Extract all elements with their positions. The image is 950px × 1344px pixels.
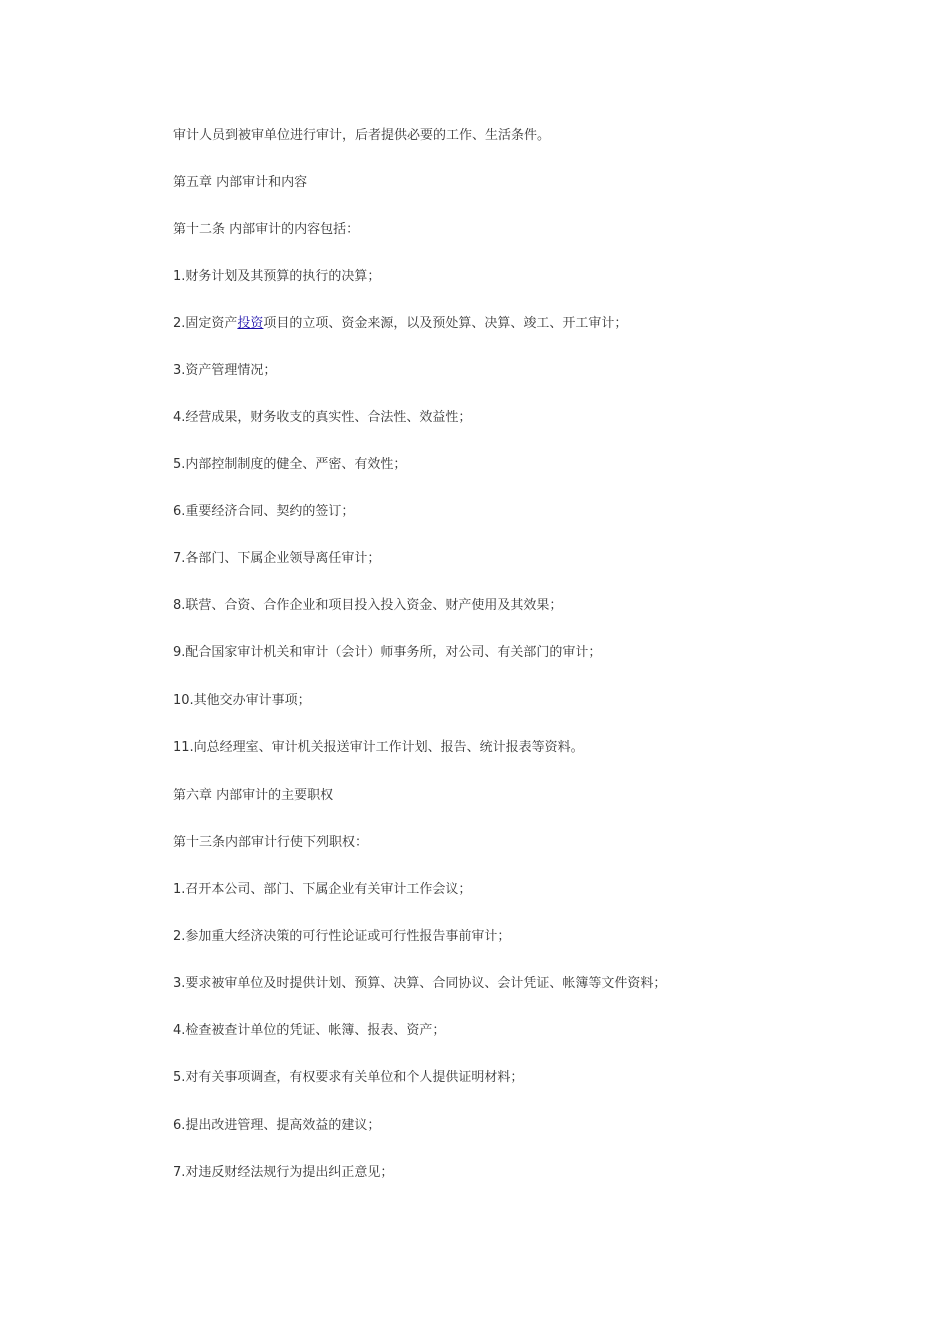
list-item: 1.召开本公司、部门、下属企业有关审计工作会议； <box>173 882 472 897</box>
list-item-text-before: 2.固定资产 <box>173 316 238 331</box>
list-item: 3.要求被审单位及时提供计划、预算、决算、合同协议、会计凭证、帐簿等文件资料； <box>173 976 667 991</box>
investment-link[interactable]: 投资 <box>237 316 264 331</box>
list-item-text-after: 项目的立项、资金来源，以及预处算、决算、竣工、开工审计； <box>263 316 628 331</box>
list-item: 8.联营、合资、合作企业和项目投入投入资金、财产使用及其效果； <box>173 598 563 613</box>
list-item: 3.资产管理情况； <box>173 363 277 378</box>
list-item: 9.配合国家审计机关和审计（会计）师事务所，对公司、有关部门的审计； <box>173 645 602 660</box>
list-item: 11.向总经理室、审计机关报送审计工作计划、报告、统计报表等资料。 <box>173 740 584 755</box>
paragraph-audit-conditions: 审计人员到被审单位进行审计，后者提供必要的工作、生活条件。 <box>173 128 551 143</box>
list-item: 4.经营成果，财务收支的真实性、合法性、效益性； <box>173 410 472 425</box>
list-item: 2.参加重大经济决策的可行性论证或可行性报告事前审计； <box>173 929 511 944</box>
list-item: 6.重要经济合同、契约的签订； <box>173 504 355 519</box>
article-12-heading: 第十二条 内部审计的内容包括： <box>173 222 360 237</box>
list-item: 5.内部控制制度的健全、严密、有效性； <box>173 457 407 472</box>
chapter-6-heading: 第六章 内部审计的主要职权 <box>173 788 334 803</box>
list-item: 4.检查被查计单位的凭证、帐簿、报表、资产； <box>173 1023 446 1038</box>
list-item: 1.财务计划及其预算的执行的决算； <box>173 269 381 284</box>
list-item: 7.对违反财经法规行为提出纠正意见； <box>173 1165 394 1180</box>
list-item: 7.各部门、下属企业领导离任审计； <box>173 551 381 566</box>
list-item: 5.对有关事项调查，有权要求有关单位和个人提供证明材料； <box>173 1070 524 1085</box>
list-item: 6.提出改进管理、提高效益的建议； <box>173 1118 381 1133</box>
list-item-with-link <box>173 315 627 333</box>
chapter-5-heading: 第五章 内部审计和内容 <box>173 175 308 190</box>
article-13-heading: 第十三条内部审计行使下列职权： <box>173 835 369 850</box>
list-item: 10.其他交办审计事项； <box>173 693 311 708</box>
